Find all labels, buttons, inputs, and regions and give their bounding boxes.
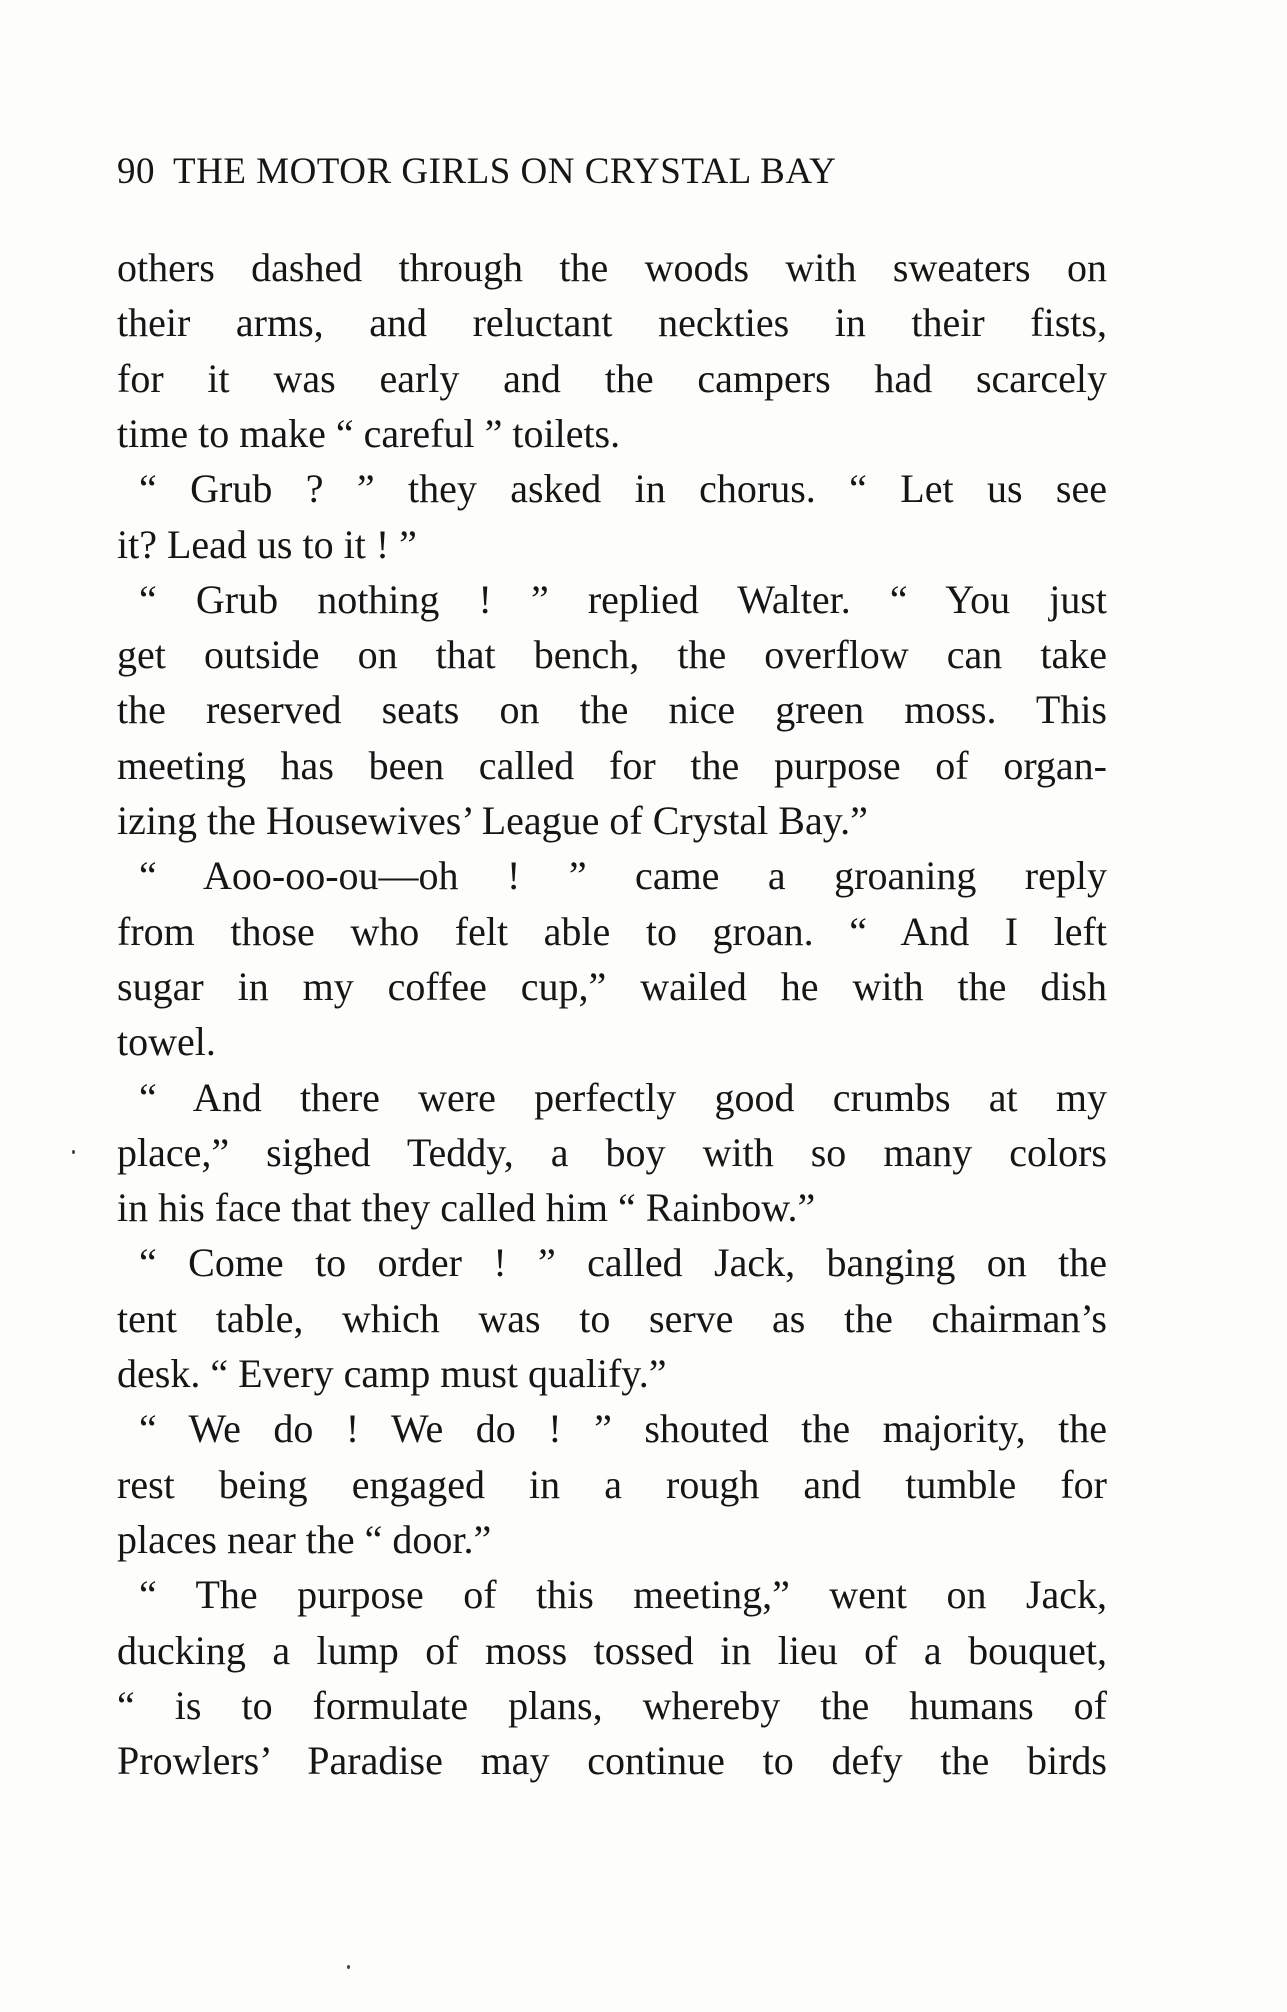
text-line: their arms, and reluctant neckties in their fists, xyxy=(117,300,1107,346)
text-line: towel. xyxy=(117,1019,216,1065)
page-number: 90 xyxy=(117,151,155,192)
text-line: rest being engaged in a rough and tumble for xyxy=(117,1461,1107,1507)
text-line: for it was early and the campers had scarcely xyxy=(117,355,1107,401)
text-line: it? Lead us to it ! ” xyxy=(117,521,417,567)
text-line: “ is to formulate plans, whereby the humans of xyxy=(117,1682,1107,1728)
text-line: tent table, which was to serve as the chairman’s xyxy=(117,1295,1107,1341)
text-line: time to make “ careful ” toilets. xyxy=(117,410,621,456)
running-header xyxy=(117,150,1057,193)
text-line: “ The purpose of this meeting,” went on Jack, xyxy=(139,1572,1107,1618)
text-line: place,” sighed Teddy, a boy with so many colors xyxy=(117,1129,1107,1175)
scan-speck xyxy=(347,1965,350,1969)
text-line: desk. “ Every camp must qualify.” xyxy=(117,1351,667,1396)
running-title: THE MOTOR GIRLS ON CRYSTAL BAY xyxy=(173,151,837,192)
text-line: “ We do ! We do ! ” shouted the majority, the xyxy=(139,1406,1107,1452)
text-line: izing the Housewives’ League of Crystal Bay.” xyxy=(117,798,868,843)
text-line: Prowlers’ Paradise may continue to defy the birds xyxy=(117,1738,1107,1784)
text-line: in his face that they called him “ Rainbow.” xyxy=(117,1185,816,1231)
text-line: “ Grub nothing ! ” replied Walter. “ You just xyxy=(139,576,1107,622)
text-line: get outside on that bench, the overflow can take xyxy=(117,632,1107,678)
text-line: ducking a lump of moss tossed in lieu of a bouquet, xyxy=(117,1627,1107,1673)
text-line: meeting has been called for the purpose of organ- xyxy=(117,742,1107,788)
text-line: sugar in my coffee cup,” wailed he with the dish xyxy=(117,963,1107,1009)
text-line: “ Grub ? ” they asked in chorus. “ Let us see xyxy=(139,466,1107,512)
text-line: “ And there were perfectly good crumbs at my xyxy=(139,1074,1107,1120)
text-line: the reserved seats on the nice green moss. This xyxy=(117,687,1107,733)
text-line: “ Come to order ! ” called Jack, banging on the xyxy=(139,1240,1107,1286)
text-line: places near the “ door.” xyxy=(117,1516,492,1562)
text-line: from those who felt able to groan. “ And I left xyxy=(117,908,1107,954)
text-line: others dashed through the woods with sweaters on xyxy=(117,245,1107,290)
text-line: “ Aoo-oo-ou—oh ! ” came a groaning reply xyxy=(139,853,1107,899)
scan-speck xyxy=(72,1150,75,1154)
